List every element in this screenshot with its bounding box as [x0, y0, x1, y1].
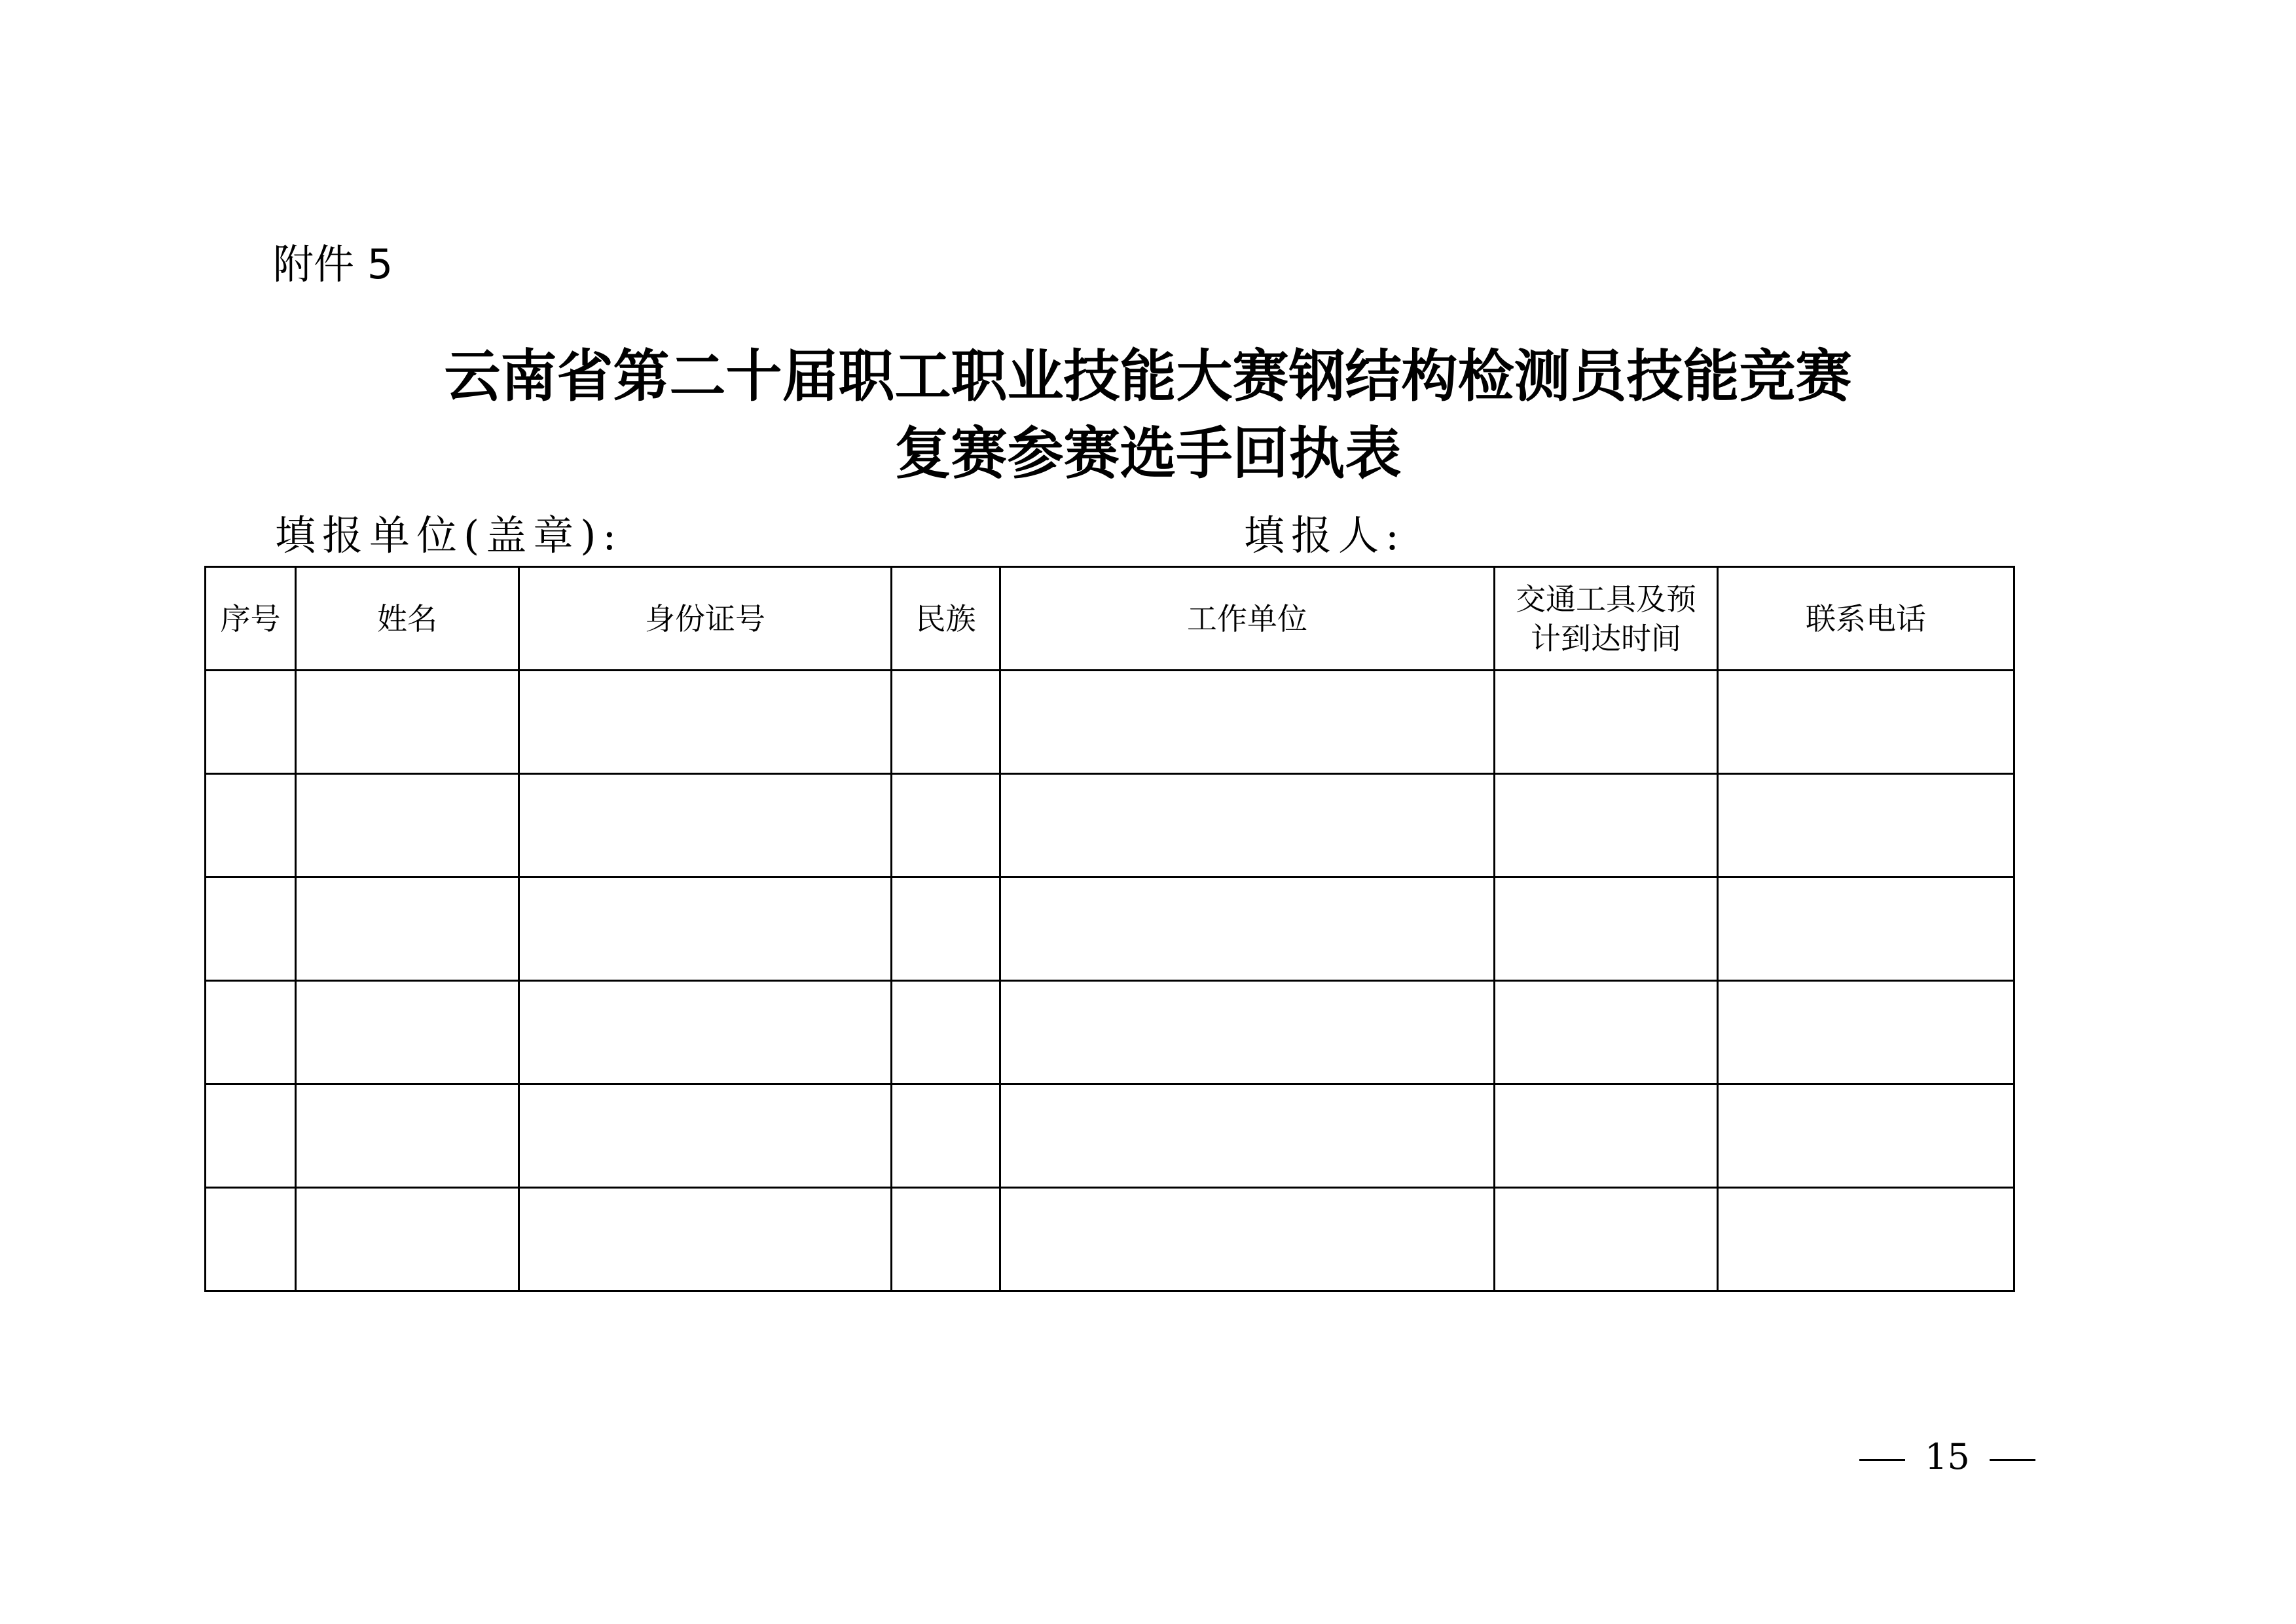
cell-id-number[interactable] [519, 877, 892, 981]
cell-ethnicity[interactable] [892, 671, 1000, 774]
header-employer: 工作单位 [1000, 567, 1495, 671]
header-phone: 联系电话 [1718, 567, 2014, 671]
cell-ethnicity[interactable] [892, 774, 1000, 877]
cell-transport-arrival[interactable] [1495, 774, 1718, 877]
cell-id-number[interactable] [519, 671, 892, 774]
cell-employer[interactable] [1000, 877, 1495, 981]
cell-employer[interactable] [1000, 1084, 1495, 1188]
page-number-value: 15 [1925, 1436, 1970, 1477]
cell-phone[interactable] [1718, 671, 2014, 774]
cell-ethnicity[interactable] [892, 877, 1000, 981]
header-ethnicity: 民族 [892, 567, 1000, 671]
cell-phone[interactable] [1718, 1084, 2014, 1188]
cell-transport-arrival[interactable] [1495, 981, 1718, 1084]
cell-name[interactable] [296, 671, 519, 774]
cell-name[interactable] [296, 981, 519, 1084]
table-header-row [206, 567, 2014, 671]
header-id-number: 身份证号 [519, 567, 892, 671]
cell-employer[interactable] [1000, 981, 1495, 1084]
document-title-line-2: 复赛参赛选手回执表 [894, 421, 1402, 487]
header-seq: 序号 [206, 567, 296, 671]
cell-id-number[interactable] [519, 1188, 892, 1291]
cell-ethnicity[interactable] [892, 1084, 1000, 1188]
cell-phone[interactable] [1718, 877, 2014, 981]
header-transport-line-2: 计到达时间 [1531, 620, 1681, 656]
page-dash-left [1859, 1459, 1905, 1461]
cell-employer[interactable] [1000, 774, 1495, 877]
document-title-line-1: 云南省第二十届职工职业技能大赛钢结构检测员技能竞赛 [444, 344, 1852, 409]
cell-id-number[interactable] [519, 981, 892, 1084]
cell-id-number[interactable] [519, 1084, 892, 1188]
attachment-label: 附件 5 [273, 240, 393, 288]
table-body [206, 671, 2014, 1291]
table-row [206, 1084, 2014, 1188]
page-dash-right [1990, 1459, 2035, 1461]
cell-employer[interactable] [1000, 671, 1495, 774]
cell-ethnicity[interactable] [892, 981, 1000, 1084]
cell-name[interactable] [296, 877, 519, 981]
cell-ethnicity[interactable] [892, 1188, 1000, 1291]
cell-employer[interactable] [1000, 1188, 1495, 1291]
cell-seq[interactable] [206, 1084, 296, 1188]
reporting-unit-text: 填报单位(盖章): [275, 511, 623, 559]
cell-transport-arrival[interactable] [1495, 877, 1718, 981]
cell-seq[interactable] [206, 877, 296, 981]
table-row [206, 981, 2014, 1084]
table-row [206, 671, 2014, 774]
page-number [1859, 1434, 2035, 1480]
cell-seq[interactable] [206, 671, 296, 774]
header-transport-arrival [1495, 567, 1718, 671]
reporting-unit-label [275, 509, 623, 562]
cell-phone[interactable] [1718, 774, 2014, 877]
cell-phone[interactable] [1718, 981, 2014, 1084]
contestant-roster-table [204, 566, 2015, 1292]
header-transport-line-1: 交通工具及预 [1516, 581, 1696, 617]
cell-id-number[interactable] [519, 774, 892, 877]
header-name: 姓名 [296, 567, 519, 671]
reporter-text: 填报人: [1244, 511, 1406, 559]
cell-name[interactable] [296, 774, 519, 877]
reporter-label [1244, 509, 1406, 562]
cell-transport-arrival[interactable] [1495, 1084, 1718, 1188]
table-row [206, 774, 2014, 877]
table-row [206, 1188, 2014, 1291]
table-row [206, 877, 2014, 981]
cell-name[interactable] [296, 1188, 519, 1291]
cell-seq[interactable] [206, 774, 296, 877]
cell-transport-arrival[interactable] [1495, 1188, 1718, 1291]
cell-phone[interactable] [1718, 1188, 2014, 1291]
cell-seq[interactable] [206, 981, 296, 1084]
cell-name[interactable] [296, 1084, 519, 1188]
cell-transport-arrival[interactable] [1495, 671, 1718, 774]
cell-seq[interactable] [206, 1188, 296, 1291]
